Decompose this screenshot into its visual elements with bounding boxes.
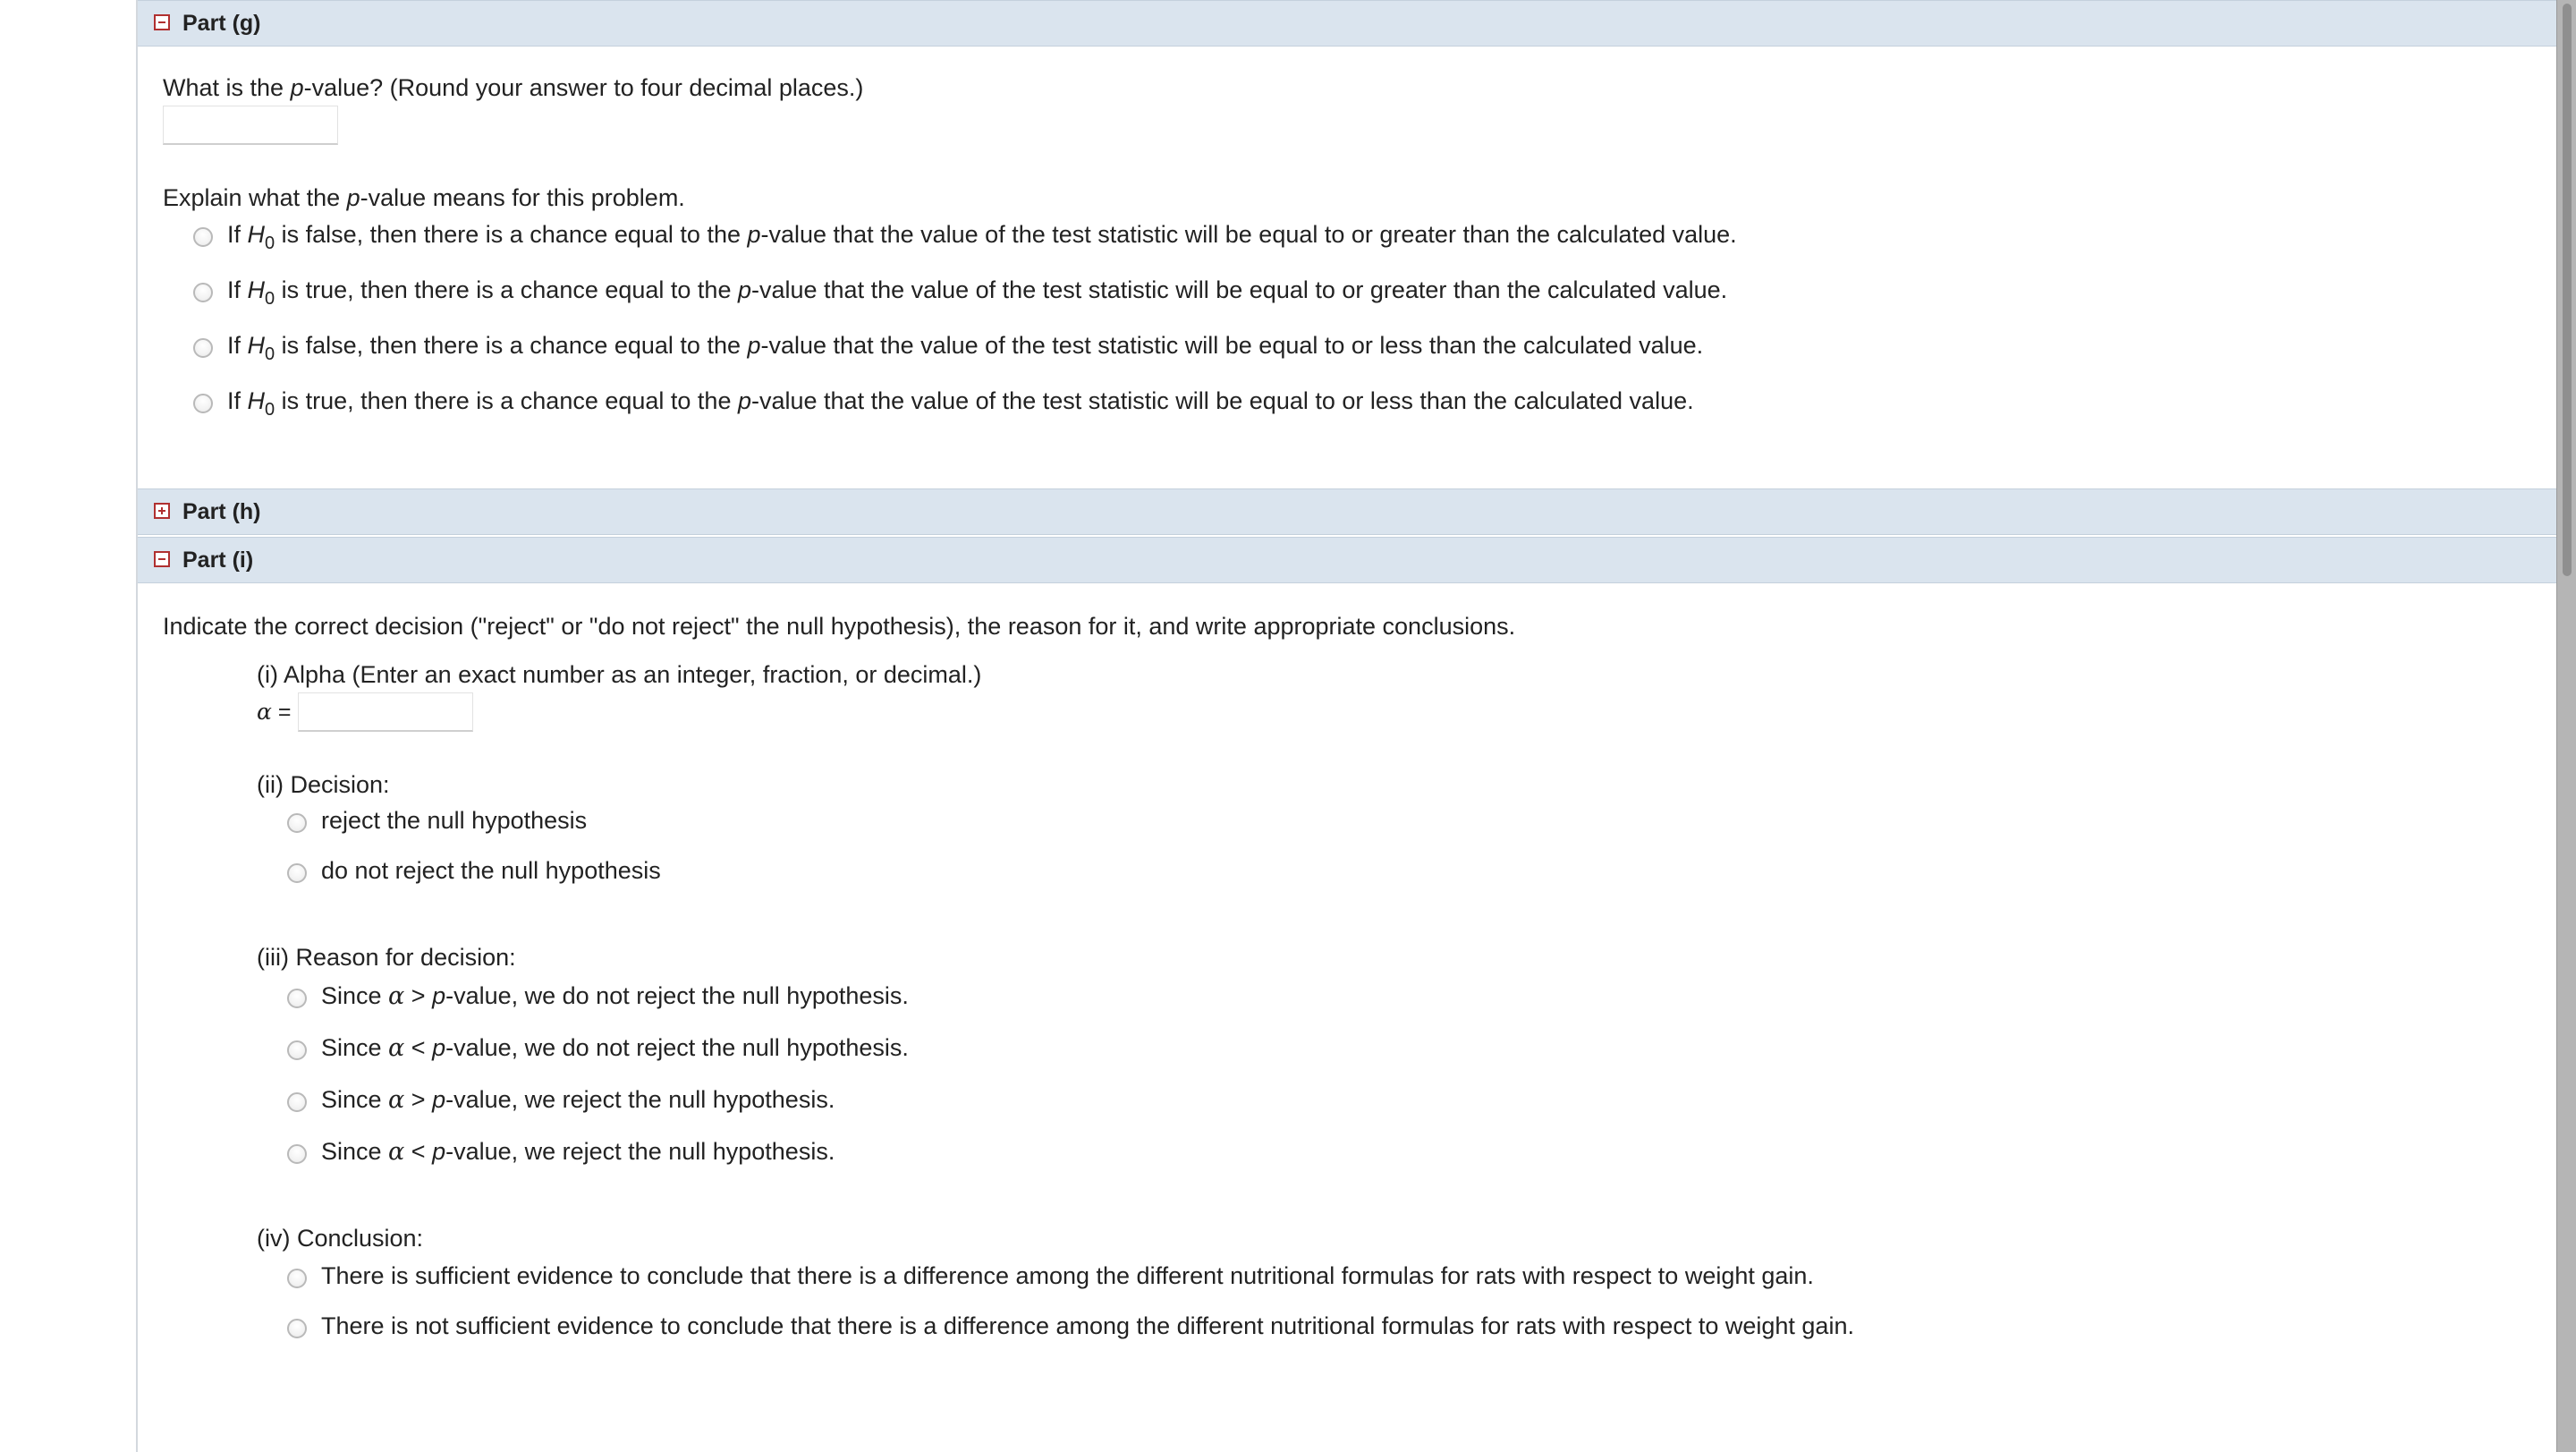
option-label: There is not sufficient evidence to conclude that there is a difference among the different nutritional formulas for rats with respect to weight gain. [321,1312,1854,1339]
option-label: If $H_0$ is true, then there is a chance equal to the p-value that the value of the test statistic will be equal to or greater than the calculated value. [227,276,1728,309]
expand-icon[interactable] [154,503,170,519]
radio-button[interactable] [287,813,307,833]
option-label: Since α < p-value, we reject the null hypothesis. [321,1138,835,1166]
part-i-header[interactable] [138,537,2556,583]
radio-button[interactable] [287,1319,307,1338]
scrollbar-thumb[interactable] [2563,4,2572,576]
explain-prompt: Explain what the p-value means for this problem. [163,184,685,211]
conclusion-prompt: (iv) Conclusion: [257,1225,424,1252]
option-label: Since α > p-value, we reject the null hypothesis. [321,1086,835,1114]
radio-button[interactable] [287,863,307,883]
part-h-header[interactable] [138,488,2556,535]
part-g-title: Part (g) [182,11,261,36]
pvalue-input[interactable] [163,106,338,145]
alpha-label: α = [257,699,292,725]
vertical-scrollbar[interactable] [2556,0,2576,1452]
radio-button[interactable] [287,1092,307,1112]
radio-button[interactable] [287,1144,307,1164]
radio-button[interactable] [287,1040,307,1060]
reason-prompt: (iii) Reason for decision: [257,944,516,971]
option-label: do not reject the null hypothesis [321,857,661,884]
part-i-title: Part (i) [182,548,254,573]
collapse-icon[interactable] [154,14,170,30]
option-label: If $H_0$ is false, then there is a chance equal to the p-value that the value of the test statistic will be equal to or less than the calculated value. [227,332,1704,364]
collapse-icon[interactable] [154,551,170,567]
pvalue-question: What is the p-value? (Round your answer to four decimal places.) [163,74,864,101]
alpha-prompt: (i) Alpha (Enter an exact number as an integer, fraction, or decimal.) [257,661,982,688]
radio-button[interactable] [193,338,213,358]
option-label: Since α < p-value, we do not reject the null hypothesis. [321,1034,909,1062]
part-g-header[interactable] [138,0,2556,47]
radio-button[interactable] [193,283,213,302]
option-label: There is sufficient evidence to conclude that there is a difference among the different nutritional formulas for rats with respect to weight gain. [321,1262,1814,1289]
option-label: If $H_0$ is true, then there is a chance equal to the p-value that the value of the test statistic will be equal to or less than the calculated value. [227,387,1694,420]
question-content [136,0,2556,1452]
radio-button[interactable] [287,1269,307,1288]
radio-button[interactable] [287,989,307,1008]
option-label: Since α > p-value, we do not reject the null hypothesis. [321,982,909,1010]
radio-button[interactable] [193,394,213,413]
decision-instructions: Indicate the correct decision ("reject" or "do not reject" the null hypothesis), the reason for it, and write appropriate conclusions. [163,613,1516,640]
alpha-input[interactable] [298,692,473,732]
option-label: If $H_0$ is false, then there is a chance equal to the p-value that the value of the test statistic will be equal to or greater than the calculated value. [227,221,1737,253]
decision-prompt: (ii) Decision: [257,771,390,798]
radio-button[interactable] [193,227,213,247]
part-h-title: Part (h) [182,499,261,524]
option-label: reject the null hypothesis [321,807,588,834]
